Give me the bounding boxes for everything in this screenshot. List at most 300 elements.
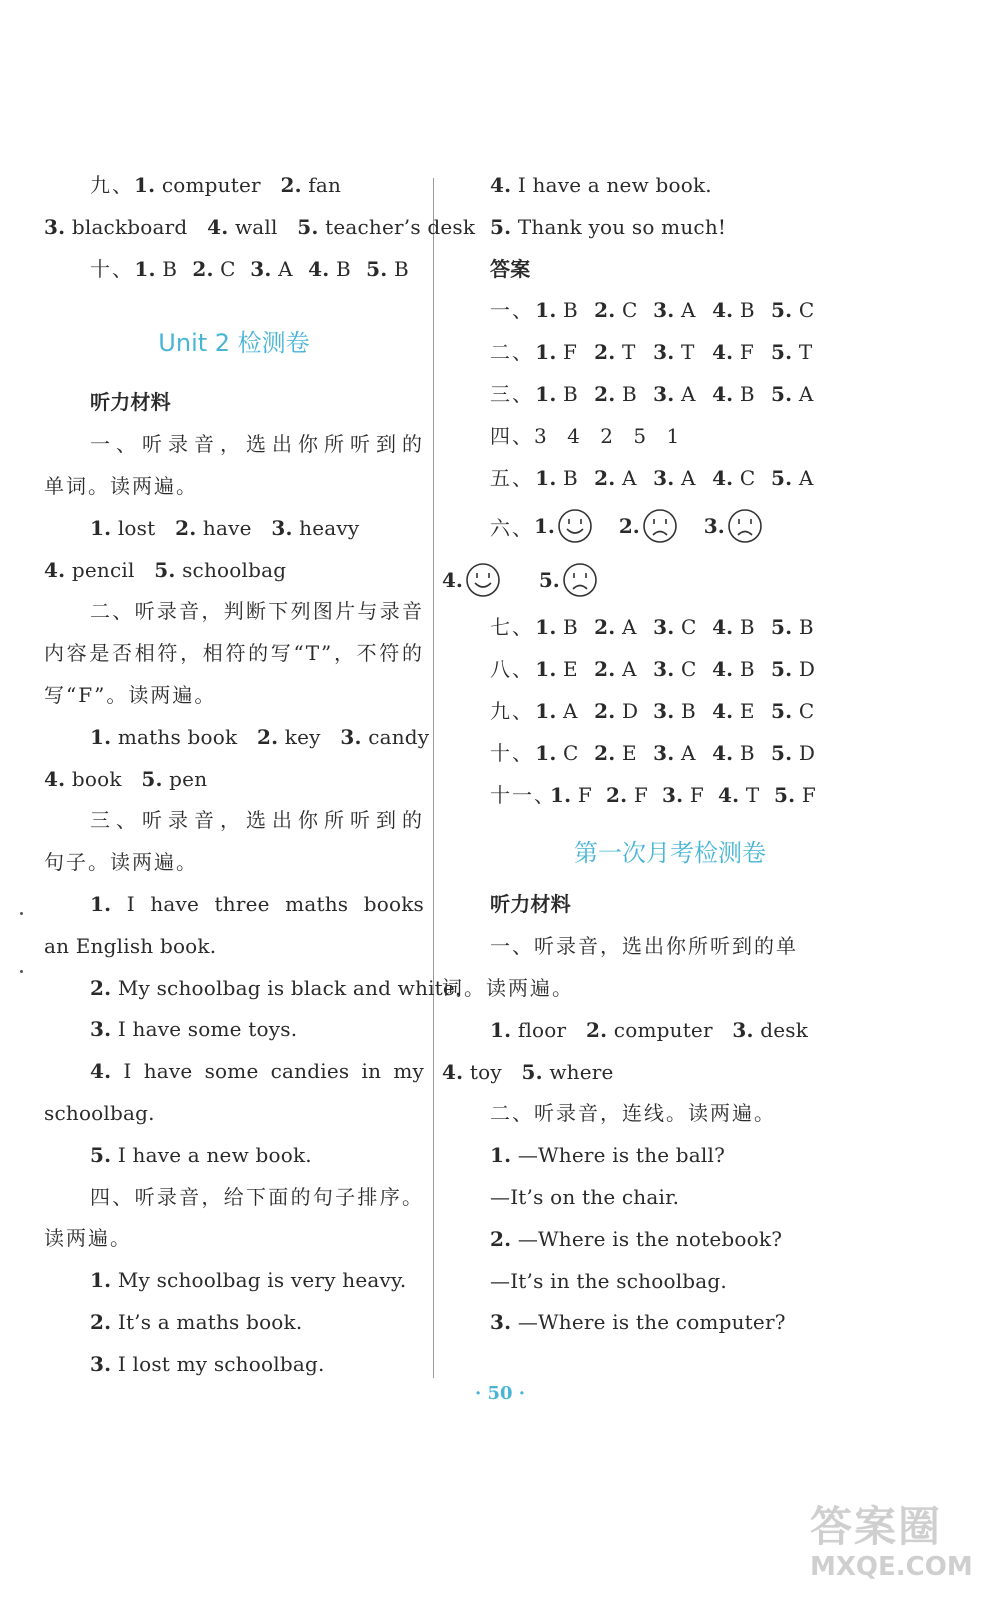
item-number: 1. (90, 1268, 112, 1293)
section-prefix: 三、 (490, 381, 534, 406)
item-number: 3. (653, 657, 675, 682)
item-number: 5. (774, 782, 796, 807)
answer-value: B (739, 298, 755, 323)
item-number: 1. (90, 724, 112, 749)
item-text: candy (361, 724, 430, 749)
watermark-text: MXQE.COM (810, 1552, 973, 1582)
question-intro: 一、听录音，选出你所听到的单 (490, 934, 798, 959)
answer-item (712, 374, 771, 416)
item-text: pen (162, 766, 208, 791)
item-number: 1. (535, 698, 557, 723)
answer-item (712, 691, 771, 733)
answer-value: F (577, 782, 592, 807)
dialogue-line (490, 1219, 830, 1261)
item-number: 4. (44, 557, 66, 582)
word-list (44, 717, 430, 759)
answer-value: A (680, 381, 696, 406)
item-number: 3. (653, 740, 675, 765)
answer-value: B (563, 381, 578, 406)
answer-row (490, 458, 830, 500)
item-number: 5. (771, 740, 793, 765)
item-number: 3. (703, 514, 725, 539)
answer-item (653, 649, 712, 691)
answer-value: E (563, 657, 578, 682)
item-number: 2. (594, 381, 616, 406)
item-text: teacher’s desk (318, 214, 476, 239)
right-column (442, 165, 830, 1344)
section-prefix: 二、 (490, 340, 534, 365)
listening-heading: 听力材料 (490, 892, 571, 917)
item-text: where (542, 1059, 614, 1084)
item-number: 1. (90, 515, 112, 540)
answer-value: F (633, 782, 648, 807)
item-number: 2. (594, 465, 616, 490)
item-text: wall (228, 214, 278, 239)
item-text: maths book (111, 724, 238, 749)
item-text: —Where is the notebook? (511, 1226, 783, 1251)
answer-value: A (278, 256, 293, 281)
answer-value: T (680, 340, 695, 365)
answer-value: E (622, 740, 637, 765)
item-text: book (65, 766, 122, 791)
answer-value: B (336, 256, 351, 281)
listening-heading: 听力材料 (90, 390, 171, 415)
item-number: 3. (340, 724, 362, 749)
item-number: 3. (653, 465, 675, 490)
item-number: 5. (490, 214, 512, 239)
dialogue-line (490, 1302, 830, 1344)
answer-item (712, 290, 771, 332)
item-number: 4. (442, 568, 463, 593)
item-number: 3. (90, 1351, 112, 1376)
answer-value: A (680, 740, 696, 765)
item-text: —Where is the ball? (511, 1143, 726, 1168)
answer-rows (490, 607, 830, 816)
answer-item (594, 733, 653, 775)
answer-item (653, 607, 712, 649)
answer-item (653, 733, 712, 775)
answer-item (653, 332, 712, 374)
item-text: floor (511, 1017, 567, 1042)
item-text: —Where is the computer? (511, 1310, 786, 1335)
question-intro: 句子。读两遍。 (44, 850, 198, 875)
item-number: 1. (490, 1017, 512, 1042)
item-text: Thank you so much! (511, 214, 727, 239)
item-number: 4. (712, 615, 734, 640)
item-number: 4. (490, 173, 512, 197)
margin-dot (20, 970, 23, 973)
question-intro: 四、听录音，给下面的句子排序。 (90, 1184, 424, 1209)
item-number: 4. (44, 766, 66, 791)
answer-item (771, 458, 830, 500)
answer-value: C (798, 298, 815, 323)
item-text: It’s a maths book. (111, 1309, 303, 1334)
item-number: 2. (618, 514, 640, 539)
answer-value: C (739, 465, 756, 490)
item-number: 1. (535, 740, 557, 765)
answer-value: B (798, 615, 814, 640)
sentence: schoolbag. (44, 1100, 155, 1125)
answer-value: B (739, 657, 755, 682)
answer-item (771, 607, 830, 649)
page-number: · 50 · (474, 1383, 526, 1404)
question-intro: 单词。读两遍。 (44, 473, 198, 498)
answer-value: A (563, 698, 578, 723)
word-list (442, 1052, 830, 1094)
item-number: 1. (535, 657, 557, 682)
item-text: pencil (65, 557, 135, 582)
sentence (44, 1051, 424, 1093)
unit-title: Unit 2 检测卷 (158, 329, 310, 358)
answer-row (490, 332, 830, 374)
answer-value: T (622, 340, 636, 365)
sentence (44, 1344, 424, 1386)
item-number: 4. (308, 256, 330, 281)
answer-item (771, 649, 830, 691)
answer-item (535, 607, 594, 649)
answer-value: A (798, 465, 814, 490)
item-number: 1. (550, 782, 572, 807)
item-text: computer (155, 173, 261, 197)
question-intro: 写“F”。读两遍。 (44, 682, 217, 707)
item-number: 5. (771, 298, 793, 323)
answer-value: D (798, 657, 816, 682)
dialogue-line: —It’s in the schoolbag. (490, 1268, 727, 1293)
answer-value: A (798, 381, 814, 406)
answer-value: A (622, 615, 637, 640)
item-text: toy (463, 1059, 502, 1084)
section-prefix: 六、 (490, 515, 534, 540)
item-text: I have some candies in my (111, 1059, 424, 1084)
item-number: 5. (90, 1142, 112, 1167)
item-number: 2. (90, 975, 112, 1000)
item-number: 2. (192, 256, 214, 281)
question-intro: 三、听录音，选出你所听到的 (90, 808, 424, 833)
item-number: 4. (442, 1059, 464, 1084)
answer-value: D (798, 740, 816, 765)
answer-item (653, 374, 712, 416)
item-text: My schoolbag is very heavy. (111, 1268, 407, 1293)
answer-row (490, 374, 830, 416)
item-number: 5. (366, 256, 388, 281)
item-number: 1. (134, 173, 156, 197)
answer-value: A (622, 465, 637, 490)
answer-row (490, 775, 830, 817)
item-number: 1. (535, 381, 557, 406)
answer-value: C (798, 698, 815, 723)
sentence (44, 1302, 424, 1344)
face-answers-row (442, 553, 830, 607)
item-number: 2. (175, 515, 197, 540)
item-number: 2. (606, 782, 628, 807)
answer-item (535, 290, 594, 332)
margin-dot (20, 912, 23, 915)
answer-row (490, 607, 830, 649)
item-number: 5. (521, 1059, 543, 1084)
item-number: 3. (44, 214, 66, 239)
answer-item (594, 691, 653, 733)
section-prefix: 十一、 (490, 782, 556, 807)
item-number: 3. (653, 381, 675, 406)
answers-heading: 答案 (490, 256, 531, 281)
section-prefix: 九、 (490, 698, 534, 723)
item-text: fan (301, 173, 342, 197)
answer-value: E (739, 698, 755, 723)
item-text: heavy (292, 515, 360, 540)
sad-face-icon (562, 562, 598, 598)
item-number: 3. (662, 782, 684, 807)
answer-row (490, 290, 830, 332)
item-number: 1. (134, 256, 156, 281)
item-text: My schoolbag is black and white. (111, 975, 462, 1000)
item-number: 2. (594, 298, 616, 323)
section-prefix: 四、 (490, 423, 534, 448)
answer-value: B (393, 256, 409, 281)
section-prefix: 七、 (490, 615, 534, 640)
answer-item (594, 290, 653, 332)
word-list (490, 1010, 830, 1052)
answer-item (308, 249, 366, 291)
answer-item (771, 332, 830, 374)
answer-item (653, 290, 712, 332)
item-number: 2. (90, 1309, 112, 1334)
answer-item (535, 374, 594, 416)
column-divider (433, 178, 434, 1378)
item-number: 4. (712, 298, 734, 323)
item-number: 3. (250, 256, 272, 281)
item-number: 1. (490, 1143, 512, 1168)
answer-value: B (739, 381, 755, 406)
answer-value: B (739, 615, 755, 640)
item-number: 1. (535, 615, 557, 640)
item-number: 5. (771, 340, 793, 365)
answer-item (771, 691, 830, 733)
item-text: I have some toys. (111, 1017, 298, 1042)
answer-value: A (680, 298, 696, 323)
answer-item (653, 691, 712, 733)
answer-item (712, 458, 771, 500)
item-number: 2. (594, 615, 616, 640)
answer-value: B (162, 256, 178, 281)
answer-item (535, 733, 594, 775)
answer-row (490, 733, 830, 775)
word-list (44, 550, 424, 592)
happy-face-icon (465, 562, 501, 598)
answer-item (594, 458, 653, 500)
item-number: 2. (594, 698, 616, 723)
item-number: 3. (732, 1017, 754, 1042)
answer-item (712, 607, 771, 649)
item-number: 5. (771, 465, 793, 490)
answer-value: B (739, 740, 755, 765)
answer-rows (490, 290, 830, 415)
sentence (44, 1260, 424, 1302)
answer-value: F (801, 782, 816, 807)
sentence (44, 1135, 424, 1177)
answer-value: C (622, 298, 638, 323)
section-prefix: 八、 (490, 657, 534, 682)
answer-value: A (680, 465, 696, 490)
answer-item (771, 374, 830, 416)
answer-row (44, 249, 424, 291)
answer-row (490, 649, 830, 691)
answer-item (774, 775, 830, 817)
item-number: 4. (207, 214, 229, 239)
sentence: an English book. (44, 933, 217, 958)
item-text: computer (607, 1017, 713, 1042)
item-number: 4. (718, 782, 740, 807)
item-number: 4. (712, 465, 734, 490)
item-number: 4. (712, 698, 734, 723)
item-number: 4. (712, 740, 734, 765)
item-number: 4. (712, 381, 734, 406)
answer-item (771, 733, 830, 775)
left-column (44, 165, 476, 1386)
item-number: 5. (297, 214, 319, 239)
item-text: desk (753, 1017, 809, 1042)
answer-value: B (563, 615, 578, 640)
answer-item (250, 249, 308, 291)
answer-value: D (622, 698, 639, 723)
answer-item (192, 249, 250, 291)
item-number: 1. (535, 465, 557, 490)
item-number: 5. (154, 557, 176, 582)
answer-item (594, 374, 653, 416)
happy-face-icon (557, 508, 593, 544)
item-number: 3. (490, 1310, 512, 1335)
sad-face-icon (727, 508, 763, 544)
face-answers-row (490, 499, 830, 553)
answer-value: T (745, 782, 760, 807)
item-number: 1. (534, 514, 555, 539)
answer-value: T (798, 340, 813, 365)
answer-value: F (689, 782, 704, 807)
answer-item (366, 249, 424, 291)
item-number: 1. (90, 891, 112, 916)
item-number: 3. (653, 298, 675, 323)
item-number: 3. (653, 698, 675, 723)
answer-row (490, 691, 830, 733)
answer-item (134, 249, 192, 291)
item-text: I have a new book. (511, 173, 712, 197)
answer-value: F (739, 340, 754, 365)
answer-value: A (622, 657, 637, 682)
order-sequence: 3 4 2 5 1 (534, 423, 680, 448)
answer-value: C (680, 657, 697, 682)
item-number: 3. (271, 515, 293, 540)
answer-item (550, 775, 606, 817)
section-prefix: 十、 (90, 256, 134, 281)
question-intro: 二、听录音，连线。读两遍。 (490, 1101, 776, 1126)
answer-value: B (563, 298, 578, 323)
section-prefix: 五、 (490, 465, 534, 490)
item-number: 4. (90, 1059, 112, 1084)
item-text: schoolbag (175, 557, 287, 582)
item-number: 5. (771, 615, 793, 640)
item-number: 3. (653, 615, 675, 640)
sad-face-icon (642, 508, 678, 544)
sentence (44, 1009, 424, 1051)
answer-line (44, 165, 424, 207)
item-number: 2. (280, 173, 302, 197)
section-prefix: 一、 (490, 298, 534, 323)
word-list (44, 508, 424, 550)
answer-value: B (563, 465, 578, 490)
answer-value: F (563, 340, 578, 365)
item-number: 5. (771, 698, 793, 723)
item-number: 5. (771, 657, 793, 682)
item-number: 2. (490, 1226, 512, 1251)
answer-item (653, 458, 712, 500)
answer-value: B (622, 381, 637, 406)
answer-item (535, 458, 594, 500)
answer-value: C (563, 740, 579, 765)
item-number: 5. (771, 381, 793, 406)
question-intro: 内容是否相符，相符的写“T”，不符的 (44, 641, 424, 666)
answer-item (712, 332, 771, 374)
exam-title: 第一次月考检测卷 (574, 839, 766, 868)
item-number: 2. (594, 657, 616, 682)
answer-value: C (680, 615, 697, 640)
item-text: lost (111, 515, 156, 540)
sentence (490, 165, 830, 207)
item-number: 4. (712, 340, 734, 365)
item-text: I lost my schoolbag. (111, 1351, 325, 1376)
item-number: 1. (535, 340, 557, 365)
item-number: 2. (594, 740, 616, 765)
answer-value: B (680, 698, 696, 723)
item-text: have (196, 515, 252, 540)
item-number: 4. (712, 657, 734, 682)
answer-value: C (220, 256, 236, 281)
item-text: I have three maths books (126, 891, 424, 916)
answer-item (535, 691, 594, 733)
sentence (44, 968, 462, 1010)
question-intro: 词。读两遍。 (442, 975, 574, 1000)
item-text: I have a new book. (111, 1142, 312, 1167)
answer-item (594, 332, 653, 374)
item-number: 1. (535, 298, 557, 323)
dialogue-line (490, 1135, 830, 1177)
item-number: 3. (653, 340, 675, 365)
word-list (44, 759, 424, 801)
item-number: 3. (90, 1017, 112, 1042)
question-intro: 二、听录音，判断下列图片与录音 (90, 599, 424, 624)
sentence (490, 207, 830, 249)
question-intro: 一、听录音，选出你所听到的 (90, 432, 424, 457)
item-number: 2. (256, 724, 279, 749)
answer-item (712, 649, 771, 691)
answer-item (594, 607, 653, 649)
section-prefix: 九、 (90, 173, 134, 197)
answer-item (535, 649, 594, 691)
item-number: 2. (585, 1017, 608, 1042)
answer-item (606, 775, 662, 817)
item-number: 5. (538, 568, 560, 593)
answer-item (535, 332, 594, 374)
section-prefix: 十、 (490, 740, 534, 765)
answer-item (594, 649, 653, 691)
answer-item (718, 775, 774, 817)
item-number: 5. (141, 766, 163, 791)
question-intro: 读两遍。 (44, 1226, 132, 1251)
answer-row (490, 416, 830, 458)
sentence (44, 884, 424, 926)
item-text: blackboard (65, 214, 188, 239)
item-number: 2. (594, 340, 616, 365)
answer-item (662, 775, 718, 817)
answer-line (44, 207, 476, 249)
